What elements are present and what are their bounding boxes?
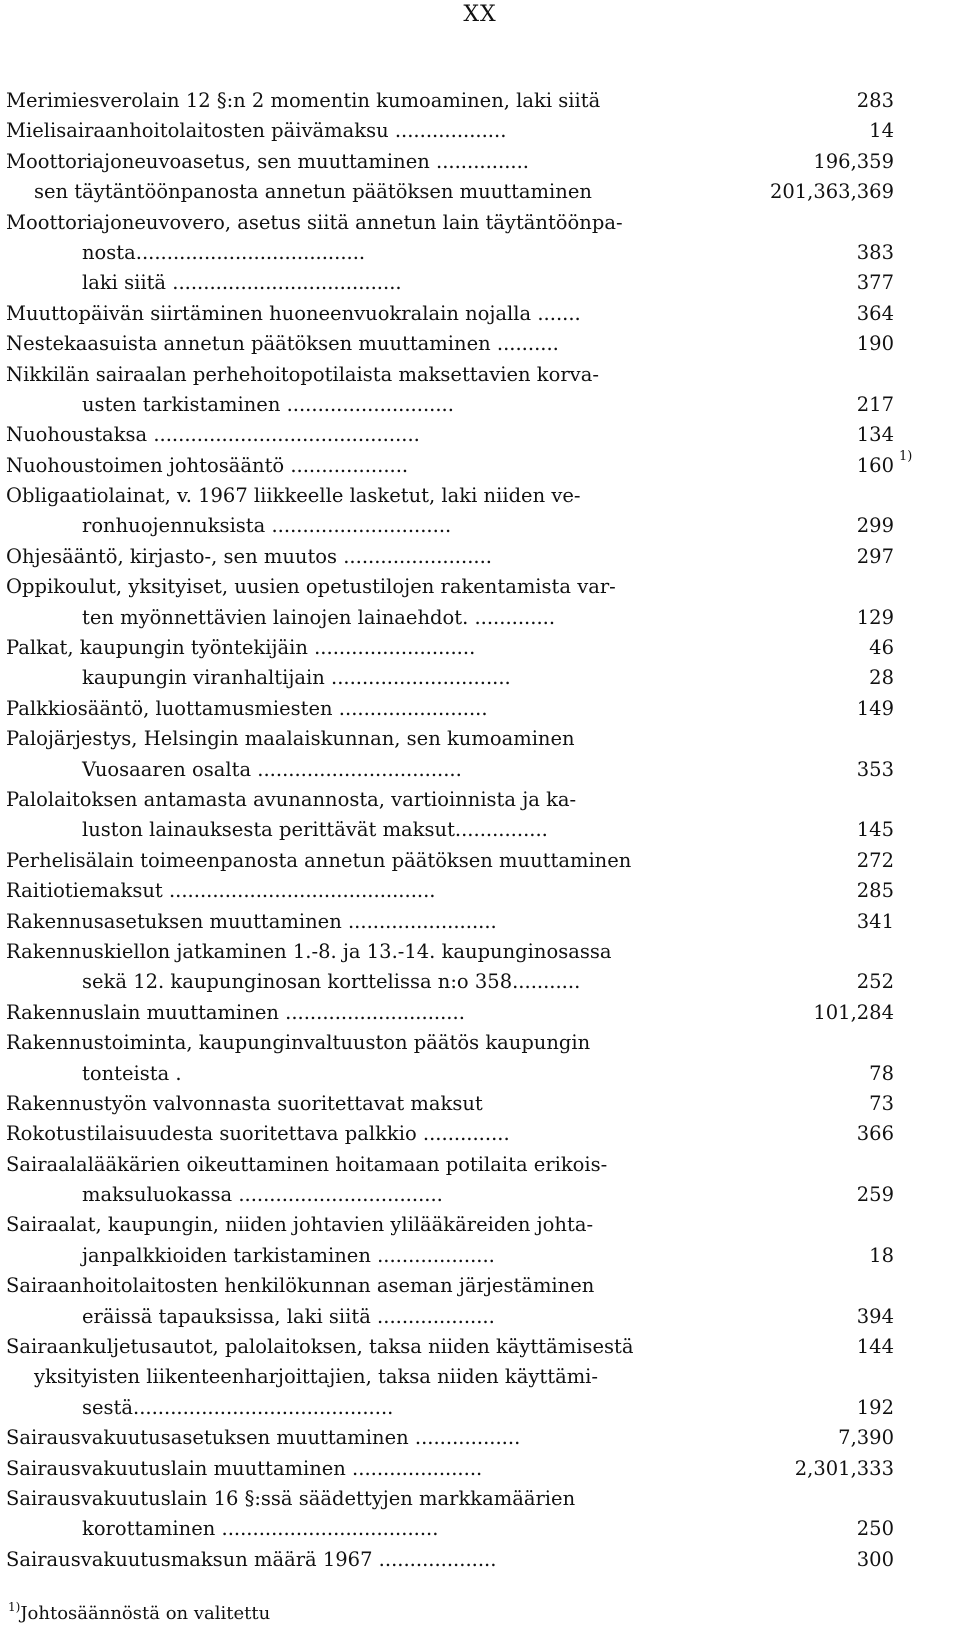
entry-text: nosta..................................... — [82, 240, 366, 264]
entry-text: Sairausvakuutusmaksun määrä 1967 ................... — [6, 1547, 497, 1571]
index-entry — [6, 1545, 926, 1575]
entry-text: Nuohoustaksa ........................................... — [6, 423, 420, 447]
entry-text: Ohjesääntö, kirjasto-, sen muutos ........................ — [6, 544, 492, 568]
entry-text: Nestekaasuista annetun päätöksen muuttaminen .......... — [6, 332, 559, 356]
entry-page-number: 196,359 — [813, 149, 894, 173]
index-entry — [6, 420, 926, 450]
index-entry — [6, 1332, 926, 1362]
entry-text: ronhuojennuksista ............................. — [82, 514, 452, 538]
index-entry — [6, 1119, 926, 1149]
entry-page-number: 73 — [869, 1091, 894, 1115]
entry-page-number: 377 — [856, 271, 894, 295]
entry-page-number: 145 — [856, 818, 894, 842]
index-entry — [6, 876, 926, 906]
entry-text: Palkkiosääntö, luottamusmiesten ........................ — [6, 696, 488, 720]
entry-page-number: 283 — [856, 89, 894, 112]
index-entry — [6, 937, 926, 967]
entry-text: Palojärjestys, Helsingin maalaiskunnan, sen kumoaminen — [6, 727, 575, 751]
entry-text: Merimiesverolain 12 §:n 2 momentin kumoaminen, laki siitä — [6, 89, 601, 112]
index-entry — [6, 1484, 926, 1514]
footnote-marker: 1) — [8, 1600, 21, 1614]
entry-text: Sairausvakuutuslain muuttaminen ..................... — [6, 1456, 483, 1480]
entry-text: Rokotustilaisuudesta suoritettava palkkio .............. — [6, 1122, 510, 1146]
index-entry — [6, 998, 926, 1028]
entry-page-number: 78 — [869, 1061, 894, 1085]
entry-text: Muuttopäivän siirtäminen huoneenvuokralain nojalla ....... — [6, 301, 581, 325]
index-entry — [6, 1180, 926, 1210]
entry-page-number: 201,363,369 — [769, 180, 894, 204]
entry-text: korottaminen ................................... — [82, 1517, 439, 1541]
index-entry — [6, 481, 926, 511]
index-entry — [6, 360, 926, 390]
entry-text: sestä.......................................... — [82, 1395, 394, 1419]
footnote — [8, 1600, 270, 1624]
index-entry — [6, 724, 926, 754]
index-entry — [6, 1241, 926, 1271]
entry-text: Sairaalat, kaupungin, niiden johtavien ylilääkäreiden johta- — [6, 1213, 594, 1237]
entry-text: Palolaitoksen antamasta avunannosta, vartioinnista ja ka- — [6, 787, 577, 811]
entry-text: Vuosaaren osalta ................................. — [82, 757, 462, 781]
entry-text: tonteista . — [82, 1061, 182, 1085]
entry-text: Rakennuskiellon jatkaminen 1.-8. ja 13.-14. kaupunginosassa — [6, 939, 612, 963]
index-entry — [6, 1089, 926, 1119]
index-entry — [6, 907, 926, 937]
entry-text: Moottoriajoneuvovero, asetus siitä annetun lain täytäntöönpa- — [6, 210, 623, 234]
entry-text: maksuluokassa ................................. — [82, 1183, 443, 1207]
entry-text: Nikkilän sairaalan perhehoitopotilaista maksettavien korva- — [6, 362, 599, 386]
entry-text: Raitiotiemaksut ........................................... — [6, 879, 436, 903]
entry-page-number: 285 — [856, 879, 894, 903]
index-entry — [6, 1210, 926, 1240]
index-entry — [6, 329, 926, 359]
entry-page-number: 341 — [856, 909, 894, 933]
entry-text: Sairausvakuutusasetuksen muuttaminen ................. — [6, 1426, 521, 1450]
index-entry — [6, 542, 926, 572]
entry-text: sen täytäntöönpanosta annetun päätöksen muuttaminen — [34, 180, 592, 204]
entry-page-number: 7,390 — [838, 1426, 894, 1450]
entry-text: Oppikoulut, yksityiset, uusien opetustilojen rakentamista var- — [6, 575, 616, 599]
entry-page-number: 366 — [856, 1122, 894, 1146]
index-entry — [6, 1454, 926, 1484]
entry-text: Palkat, kaupungin työntekijäin .......................... — [6, 636, 476, 660]
entry-text: yksityisten liikenteenharjoittajien, taksa niiden käyttämi- — [34, 1365, 599, 1389]
entry-page-number: 250 — [856, 1517, 894, 1541]
entry-text: kaupungin viranhaltijain ............................. — [82, 666, 511, 690]
entry-text: Rakennusasetuksen muuttaminen ........................ — [6, 909, 497, 933]
entry-page-number: 297 — [856, 544, 894, 568]
index-entry — [6, 390, 926, 420]
entry-page-number: 383 — [856, 240, 894, 264]
entry-text: Sairaankuljetusautot, palolaitoksen, taksa niiden käyttämisestä — [6, 1335, 634, 1359]
entry-text: Sairaanhoitolaitosten henkilökunnan aseman järjestäminen — [6, 1274, 595, 1298]
footnote-text: Johtosäännöstä on valitettu — [20, 1603, 271, 1624]
entry-page-number: 190 — [856, 332, 894, 356]
entry-page-number: 2,301,333 — [794, 1456, 894, 1480]
entry-text: Rakennuslain muuttaminen ............................. — [6, 1000, 465, 1024]
index-entry — [6, 967, 926, 997]
entry-text: eräissä tapauksissa, laki siitä ................... — [82, 1304, 495, 1328]
entry-page-number: 192 — [856, 1395, 894, 1419]
entry-text: usten tarkistaminen ........................... — [82, 392, 454, 416]
entry-page-number: 149 — [856, 696, 894, 720]
entry-page-number: 217 — [856, 392, 894, 416]
index-list — [6, 86, 926, 1575]
entry-text: ten myönnettävien lainojen lainaehdot. ............. — [82, 605, 556, 629]
index-entry — [6, 1514, 926, 1544]
entry-text: janpalkkioiden tarkistaminen ................... — [82, 1243, 495, 1267]
index-entry — [6, 1028, 926, 1058]
entry-text: Moottoriajoneuvoasetus, sen muuttaminen ............... — [6, 149, 529, 173]
index-entry — [6, 785, 926, 815]
entry-page-number: 144 — [856, 1335, 894, 1359]
index-entry — [6, 299, 926, 329]
index-entry — [6, 448, 926, 481]
entry-text: Rakennustyön valvonnasta suoritettavat maksut — [6, 1091, 483, 1115]
index-entry — [6, 1150, 926, 1180]
index-entry — [6, 1362, 926, 1392]
index-entry — [6, 694, 926, 724]
index-entry — [6, 268, 926, 298]
index-entry — [6, 663, 926, 693]
entry-page-number: 353 — [856, 757, 894, 781]
entry-page-number: 129 — [856, 605, 894, 629]
entry-text: Mielisairaanhoitolaitosten päivämaksu .................. — [6, 119, 507, 143]
index-entry — [6, 633, 926, 663]
entry-text: Nuohoustoimen johtosääntö ................... — [6, 453, 409, 477]
entry-page-number: 28 — [869, 666, 894, 690]
entry-text: Perhelisälain toimeenpanosta annetun päätöksen muuttaminen — [6, 848, 632, 872]
index-entry — [6, 815, 926, 845]
footnote-reference: 1) — [899, 448, 913, 464]
entry-page-number: 252 — [856, 970, 894, 994]
entry-page-number: 160 — [856, 453, 894, 477]
index-entry — [6, 755, 926, 785]
entry-text: Obligaatiolainat, v. 1967 liikkeelle lasketut, laki niiden ve- — [6, 484, 581, 508]
index-entry — [6, 572, 926, 602]
entry-text: sekä 12. kaupunginosan korttelissa n:o 358........... — [82, 970, 581, 994]
index-entry — [6, 1393, 926, 1423]
entry-page-number: 134 — [856, 423, 894, 447]
index-entry — [6, 116, 926, 146]
index-entry — [6, 1302, 926, 1332]
entry-page-number: 272 — [856, 848, 894, 872]
entry-page-number: 18 — [869, 1243, 894, 1267]
index-entry — [6, 86, 926, 116]
entry-page-number: 364 — [856, 301, 894, 325]
page-number: XX — [463, 2, 497, 27]
entry-text: Sairausvakuutuslain 16 §:ssä säädettyjen markkamäärien — [6, 1486, 576, 1510]
entry-page-number: 394 — [856, 1304, 894, 1328]
index-entry — [6, 147, 926, 177]
entry-page-number: 259 — [856, 1183, 894, 1207]
entry-page-number: 101,284 — [813, 1000, 894, 1024]
index-entry — [6, 208, 926, 238]
entry-page-number: 14 — [869, 119, 894, 143]
entry-page-number: 46 — [869, 636, 894, 660]
entry-text: luston lainauksesta perittävät maksut............... — [82, 818, 548, 842]
index-entry — [6, 1423, 926, 1453]
index-entry — [6, 177, 926, 207]
entry-text: Sairaalalääkärien oikeuttaminen hoitamaan potilaita erikois- — [6, 1152, 608, 1176]
index-entry — [6, 511, 926, 541]
entry-page-number: 299 — [856, 514, 894, 538]
index-entry — [6, 1271, 926, 1301]
entry-text: laki siitä ..................................... — [82, 271, 402, 295]
index-entry — [6, 603, 926, 633]
index-entry — [6, 1059, 926, 1089]
index-entry — [6, 238, 926, 268]
entry-page-number: 300 — [856, 1547, 894, 1571]
index-entry — [6, 846, 926, 876]
entry-text: Rakennustoiminta, kaupunginvaltuuston päätös kaupungin — [6, 1031, 591, 1055]
